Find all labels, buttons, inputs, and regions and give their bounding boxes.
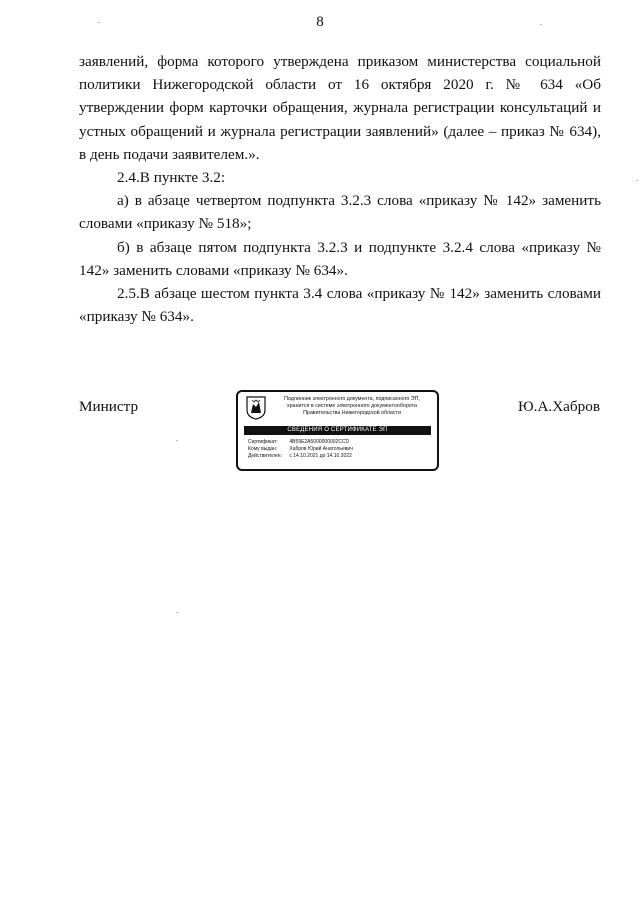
- paragraph-2-4: 2.4.В пункте 3.2:: [117, 169, 226, 187]
- stamp-line-2: хранится в системе электронного документооборота: [287, 403, 417, 409]
- scan-speck: [176, 612, 178, 613]
- stamp-issued-row: [248, 446, 353, 453]
- paragraph-2-5: 2.5.В абзаце шестом пункта 3.4 слова «приказу № 142» заменить словами «приказу № 634».: [79, 285, 601, 326]
- stamp-line-1: Подлинник электронного документа, подписанного ЭП,: [284, 396, 420, 402]
- stamp-valid-label: Действителен:: [248, 453, 282, 459]
- stamp-cert-row: [248, 439, 353, 446]
- stamp-certificate-info: [248, 439, 353, 460]
- stamp-issued-value: Хабров Юрий Анатольевич: [289, 446, 353, 452]
- paragraph-item-a: а) в абзаце четвертом подпункта 3.2.3 слова «приказу № 142» заменить словами «приказу № 518»;: [79, 192, 601, 233]
- paragraph-item-b: б) в абзаце пятом подпункта 3.2.3 и подпункте 3.2.4 слова «приказу № 142» заменить словами «приказу № 634».: [79, 238, 601, 279]
- signatory-name: Ю.А.Хабров: [518, 398, 600, 415]
- page-number: 8: [316, 14, 324, 30]
- stamp-header: [268, 396, 436, 417]
- coat-of-arms-icon: [246, 396, 266, 420]
- stamp-certificate-bar: СВЕДЕНИЯ О СЕРТИФИКАТЕ ЭП: [244, 426, 431, 435]
- paragraph-continuation: заявлений, форма которого утверждена приказом министерства социальной политики Нижегородской области от 16 октября 2020 г. № 634 «Об утверждении форм карточки обращения, журнала регистрации консультаций и устных обращений и журнала регистрации заявлений» (далее – приказ № 634), в день подачи заявителем.».: [79, 53, 601, 163]
- stamp-cert-label: Сертификат:: [248, 439, 278, 445]
- scan-speck: [540, 24, 542, 25]
- stamp-cert-value: 4B59E2A5000000002CCD: [289, 439, 350, 445]
- signatory-position: Министр: [79, 398, 139, 415]
- stamp-valid-row: [248, 453, 353, 460]
- stamp-line-3: Правительства Нижегородской области: [303, 410, 401, 416]
- stamp-valid-value: с 14.10.2021 до 14.10.2022: [289, 453, 352, 459]
- stamp-issued-label: Кому выдан:: [248, 446, 278, 452]
- scan-speck: [98, 22, 100, 23]
- electronic-signature-stamp: [236, 390, 439, 471]
- scan-speck: [176, 440, 178, 441]
- scan-speck: [636, 180, 638, 181]
- document-body: [79, 50, 601, 328]
